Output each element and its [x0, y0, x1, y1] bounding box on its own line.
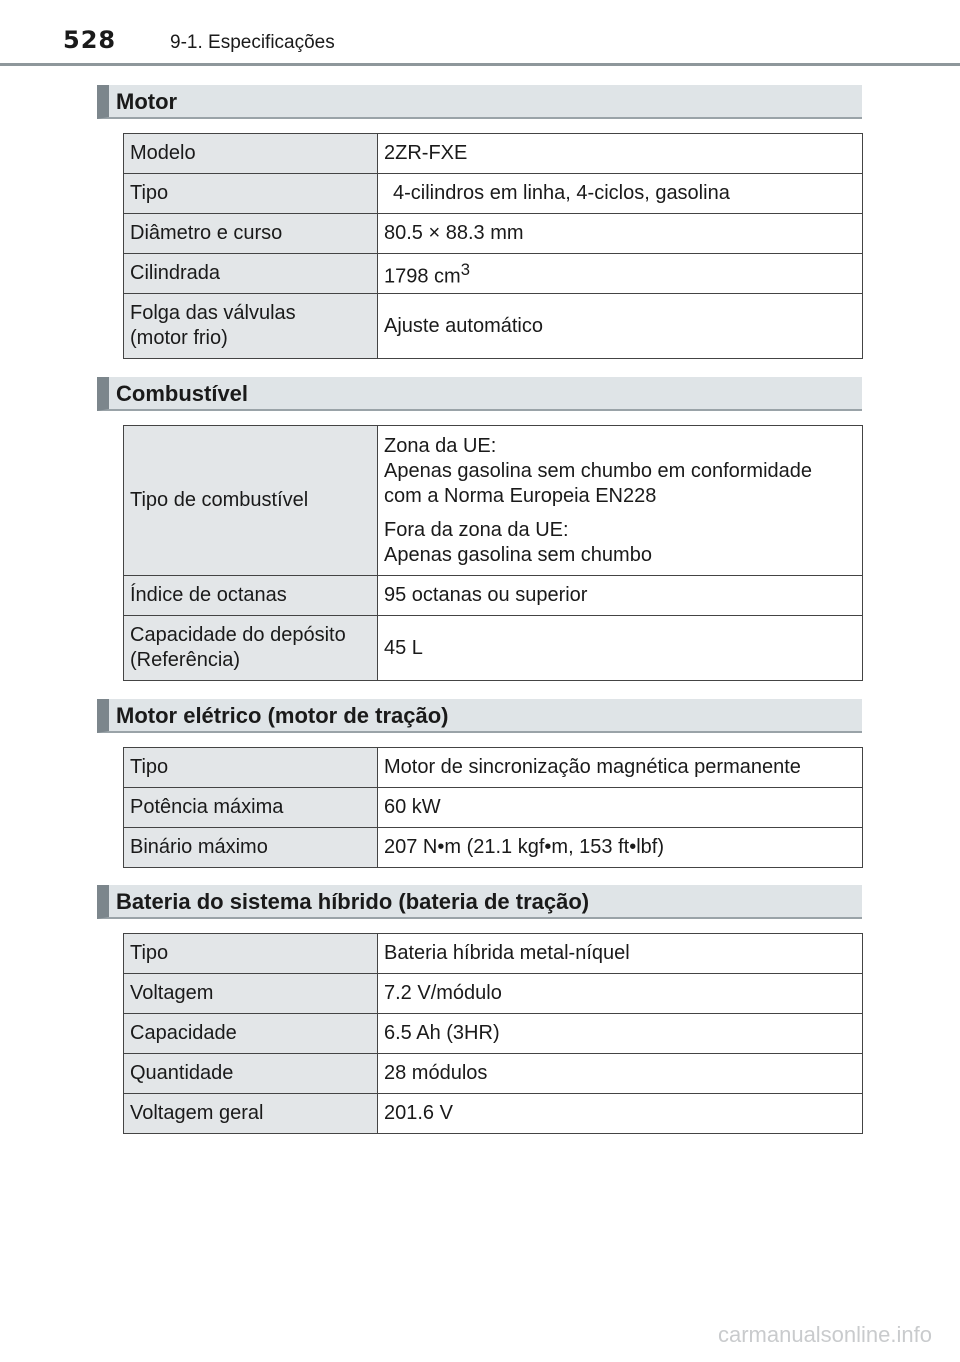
table-row	[124, 616, 863, 681]
spec-label: Tipo	[124, 748, 378, 788]
table-row	[124, 214, 863, 254]
spec-label: Modelo	[124, 134, 378, 174]
spec-value: 6.5 Ah (3HR)	[378, 1014, 863, 1054]
spec-label-line: (Referência)	[130, 649, 241, 671]
section-title-bateria: Bateria do sistema híbrido (bateria de tração)	[97, 885, 862, 919]
table-row	[124, 134, 863, 174]
displacement-exponent: 3	[460, 260, 470, 280]
table-row	[124, 788, 863, 828]
section-path: 9-1. Especificações	[170, 32, 335, 53]
spec-table-motor-eletrico	[123, 747, 863, 868]
spec-value: Ajuste automático	[378, 294, 863, 359]
table-row	[124, 748, 863, 788]
spec-value: 207 N•m (21.1 kgf•m, 153 ft•lbf)	[378, 828, 863, 868]
spec-label: Voltagem geral	[124, 1094, 378, 1134]
spec-value: 4-cilindros em linha, 4-ciclos, gasolina	[378, 174, 863, 214]
spec-label	[124, 616, 378, 681]
table-row	[124, 254, 863, 294]
spec-value: Bateria híbrida metal-níquel	[378, 934, 863, 974]
spec-value	[378, 254, 863, 294]
spec-label-line: Folga das válvulas	[130, 302, 296, 324]
spec-label: Índice de octanas	[124, 576, 378, 616]
watermark-text: carmanualsonline.info	[717, 1322, 932, 1347]
spec-label: Voltagem	[124, 974, 378, 1014]
table-row	[124, 174, 863, 214]
page-header	[0, 0, 960, 70]
table-row	[124, 828, 863, 868]
spec-table-motor	[123, 133, 863, 359]
page-number: 528	[63, 26, 117, 54]
section-title-motor-eletrico: Motor elétrico (motor de tração)	[97, 699, 862, 733]
table-row	[124, 1014, 863, 1054]
spec-value: Motor de sincronização magnética permanente	[378, 748, 863, 788]
displacement-value: 1798 cm	[384, 265, 461, 288]
spec-value: 201.6 V	[378, 1094, 863, 1134]
section-title-motor: Motor	[97, 85, 862, 119]
spec-value: 80.5 × 88.3 mm	[378, 214, 863, 254]
spec-label: Capacidade	[124, 1014, 378, 1054]
spec-value: 7.2 V/módulo	[378, 974, 863, 1014]
spec-value: 60 kW	[378, 788, 863, 828]
spec-label	[124, 294, 378, 359]
text-line: com a Norma Europeia EN228	[384, 484, 657, 507]
spec-label: Diâmetro e curso	[124, 214, 378, 254]
fuel-non-eu-zone	[384, 518, 856, 568]
spec-label-line: (motor frio)	[130, 327, 228, 349]
spec-label: Quantidade	[124, 1054, 378, 1094]
spec-label: Potência máxima	[124, 788, 378, 828]
table-row	[124, 1054, 863, 1094]
spec-value: 2ZR-FXE	[378, 134, 863, 174]
spec-value: 28 módulos	[378, 1054, 863, 1094]
spec-label: Tipo	[124, 174, 378, 214]
spec-label: Cilindrada	[124, 254, 378, 294]
spec-table-combustivel	[123, 425, 863, 681]
text-line: Apenas gasolina sem chumbo	[384, 543, 652, 566]
header-rule	[0, 63, 960, 66]
table-row	[124, 934, 863, 974]
table-row	[124, 426, 863, 576]
table-row	[124, 294, 863, 359]
spec-label-line: Capacidade do depósito	[130, 624, 346, 646]
spec-label: Tipo	[124, 934, 378, 974]
text-line: Apenas gasolina sem chumbo em conformidade	[384, 459, 813, 482]
spec-label: Binário máximo	[124, 828, 378, 868]
spec-label: Tipo de combustível	[124, 426, 378, 576]
spec-value	[378, 426, 863, 576]
table-row	[124, 576, 863, 616]
fuel-eu-zone	[384, 434, 856, 509]
text-line: Fora da zona da UE:	[384, 518, 569, 541]
section-title-combustivel: Combustível	[97, 377, 862, 411]
spec-value: 95 octanas ou superior	[378, 576, 863, 616]
table-row	[124, 1094, 863, 1134]
spec-value: 45 L	[378, 616, 863, 681]
text-line: Zona da UE:	[384, 434, 497, 457]
spec-table-bateria	[123, 933, 863, 1134]
table-row	[124, 974, 863, 1014]
